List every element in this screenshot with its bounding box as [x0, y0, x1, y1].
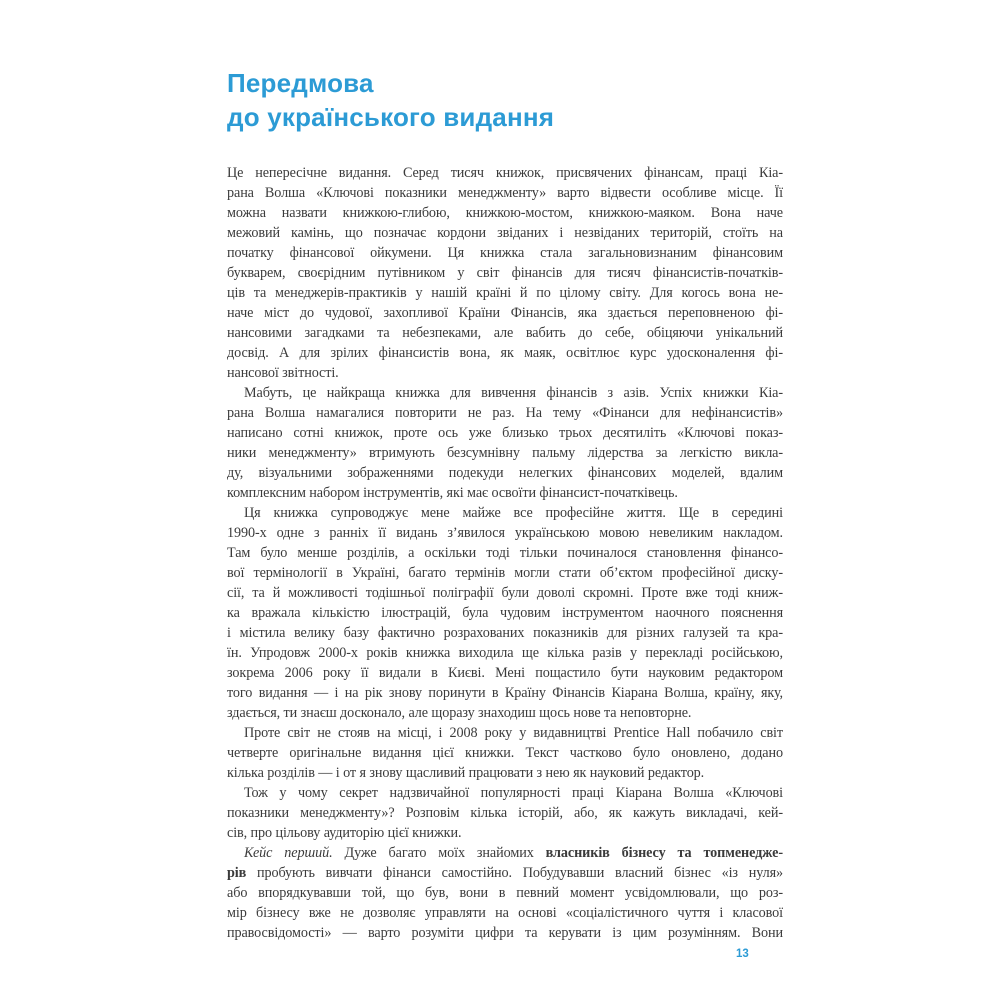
text-segment: комплексним набором інструментів, які має освоїти фінансист-початківець.: [227, 485, 678, 501]
text-segment: власників бізнесу та топменедже-: [545, 845, 783, 861]
paragraph: [227, 723, 783, 783]
text-line: [227, 603, 783, 623]
text-line: [227, 343, 783, 363]
text-segment: досвід. А для зрілих фінансистів вона, як маяк, освітлює курс удосконалення фі-: [227, 345, 783, 361]
text-segment: Дуже багато моїх знайомих: [332, 845, 546, 861]
chapter-heading: [227, 66, 554, 134]
text-line: [227, 763, 783, 783]
text-line: [227, 543, 783, 563]
text-line: [227, 383, 783, 403]
text-segment: правосвідомості» — варто розуміти цифри та керувати із цим розумінням. Вони: [227, 925, 783, 941]
text-segment: того видання — і на рік знову поринути в Країну Фінансів Кіарана Волша, країну, яку,: [227, 685, 783, 701]
text-segment: пробують вивчати фінанси самостійно. Побудувавши власний бізнес «із нуля»: [246, 865, 783, 881]
text-line: [227, 743, 783, 763]
text-line: [227, 583, 783, 603]
paragraph: [227, 163, 783, 383]
text-segment: четверте оригінальне видання цієї книжки. Текст частково було оновлено, додано: [227, 745, 783, 761]
text-line: [227, 783, 783, 803]
text-segment: початку фінансової ойкумени. Ця книжка стала загальновизнаним фінансовим: [227, 245, 783, 261]
text-segment: Мабуть, це найкраща книжка для вивчення фінансів з азів. Успіх книжки Кіа-: [244, 385, 783, 401]
text-segment: їн. Упродовж 2000-х років книжка виходила ще кілька разів у перекладі російською,: [227, 645, 783, 661]
text-segment: Кейс перший.: [244, 845, 333, 861]
text-line: [227, 303, 783, 323]
heading-line-2: до українського видання: [227, 102, 555, 132]
text-line: [227, 363, 783, 383]
text-segment: Тож у чому секрет надзвичайної популярності праці Кіарана Волша «Ключові: [244, 785, 783, 801]
text-segment: букварем, своєрідним путівником у світ фінансів для тисяч фінансистів-початків-: [227, 265, 783, 281]
text-line: [227, 503, 783, 523]
text-line: [227, 423, 783, 443]
text-segment: ники менеджменту» втримують безсумнівну пальму лідерства за легкістю викла-: [227, 445, 783, 461]
text-segment: нансової звітності.: [227, 365, 339, 381]
text-segment: можна назвати книжкою-глибою, книжкою-мостом, книжкою-маяком. Вона наче: [227, 205, 783, 221]
text-line: [227, 843, 783, 863]
heading-line-1: Передмова: [227, 68, 374, 98]
text-line: [227, 443, 783, 463]
text-segment: нансовими загадками та небезпеками, але вабить до себе, обіцяючи унікальний: [227, 325, 783, 341]
text-segment: мір бізнесу вже не дозволяє управляти на основі «соціалістичного чуття і класової: [227, 905, 783, 921]
text-line: [227, 643, 783, 663]
text-segment: вої термінології в Україні, багато термінів могли стати об’єктом професійної диску-: [227, 565, 783, 581]
text-line: [227, 883, 783, 903]
text-segment: ка вражала кількістю ілюстрацій, була чудовим інструментом наочного пояснення: [227, 605, 783, 621]
text-segment: межовий камінь, що позначає кордони звіданих і незвіданих територій, стоїть на: [227, 225, 783, 241]
text-segment: рана Волша намагалися повторити не раз. На тему «Фінанси для нефінансистів»: [227, 405, 783, 421]
text-line: [227, 283, 783, 303]
text-line: [227, 463, 783, 483]
text-segment: написано сотні книжок, проте ось уже близько трьох десятиліть «Ключові показ-: [227, 425, 783, 441]
text-segment: рів: [227, 865, 247, 881]
text-segment: рана Волша «Ключові показники менеджменту» варто відвести особливе місце. Її: [227, 185, 783, 201]
text-line: [227, 243, 783, 263]
text-segment: здається, ти знаєш досконало, але щоразу знаходиш щось нове та неповторне.: [227, 705, 692, 721]
paragraph: [227, 503, 783, 723]
text-segment: Проте світ не стояв на місці, і 2008 року у видавництві Prentice Hall побачило світ: [244, 725, 783, 741]
text-line: [227, 523, 783, 543]
body-text: [227, 163, 783, 943]
text-segment: показники менеджменту»? Розповім кілька історій, або, як кажуть викладачі, кей-: [227, 805, 783, 821]
text-segment: ців та менеджерів-практиків у нашій країні й по цілому світу. Для когось вона не-: [227, 285, 783, 301]
text-line: [227, 803, 783, 823]
text-line: [227, 403, 783, 423]
text-segment: Це непересічне видання. Серед тисяч книжок, присвячених фінансам, праці Кіа-: [227, 165, 783, 181]
paragraph: [227, 383, 783, 503]
text-segment: і містила велику базу фактично розрахованих показників для різних галузей та кра-: [227, 625, 783, 641]
text-line: [227, 163, 783, 183]
text-line: [227, 823, 783, 843]
text-segment: або впорядкувавши той, що був, вони в певний момент усвідомлювали, що роз-: [227, 885, 783, 901]
text-segment: ду, візуальними зображеннями подекуди нелегких фінансових моделей, вдалим: [227, 465, 783, 481]
text-line: [227, 563, 783, 583]
text-segment: сів, про цільову аудиторію цієї книжки.: [227, 825, 462, 841]
text-line: [227, 623, 783, 643]
text-segment: сії, та й можливості тодішньої поліграфії були доволі скромні. Проте вже тоді книж-: [227, 585, 783, 601]
text-segment: наче міст до чудової, захопливої Країни Фінансів, яка здається переповненою фі-: [227, 305, 783, 321]
text-segment: Ця книжка супроводжує мене майже все професійне життя. Ще в середині: [244, 505, 783, 521]
text-segment: 1990-х одне з ранніх її видань з’явилося українською мовою невеликим накладом.: [227, 525, 783, 541]
text-segment: зокрема 2006 року її видали в Києві. Мені пощастило бути науковим редактором: [227, 665, 783, 681]
text-line: [227, 683, 783, 703]
text-line: [227, 223, 783, 243]
text-line: [227, 903, 783, 923]
text-line: [227, 203, 783, 223]
text-segment: кілька розділів — і от я знову щасливий працювати з нею як науковий редактор.: [227, 765, 705, 781]
text-line: [227, 703, 783, 723]
text-line: [227, 663, 783, 683]
text-line: [227, 323, 783, 343]
paragraph: [227, 783, 783, 843]
text-line: [227, 923, 783, 943]
text-segment: Там було менше розділів, а оскільки тоді тільки починалося становлення фінансо-: [227, 545, 783, 561]
text-line: [227, 483, 783, 503]
text-line: [227, 263, 783, 283]
text-line: [227, 183, 783, 203]
text-line: [227, 863, 783, 883]
paragraph: [227, 843, 783, 943]
page-number: 13: [736, 948, 749, 960]
text-line: [227, 723, 783, 743]
